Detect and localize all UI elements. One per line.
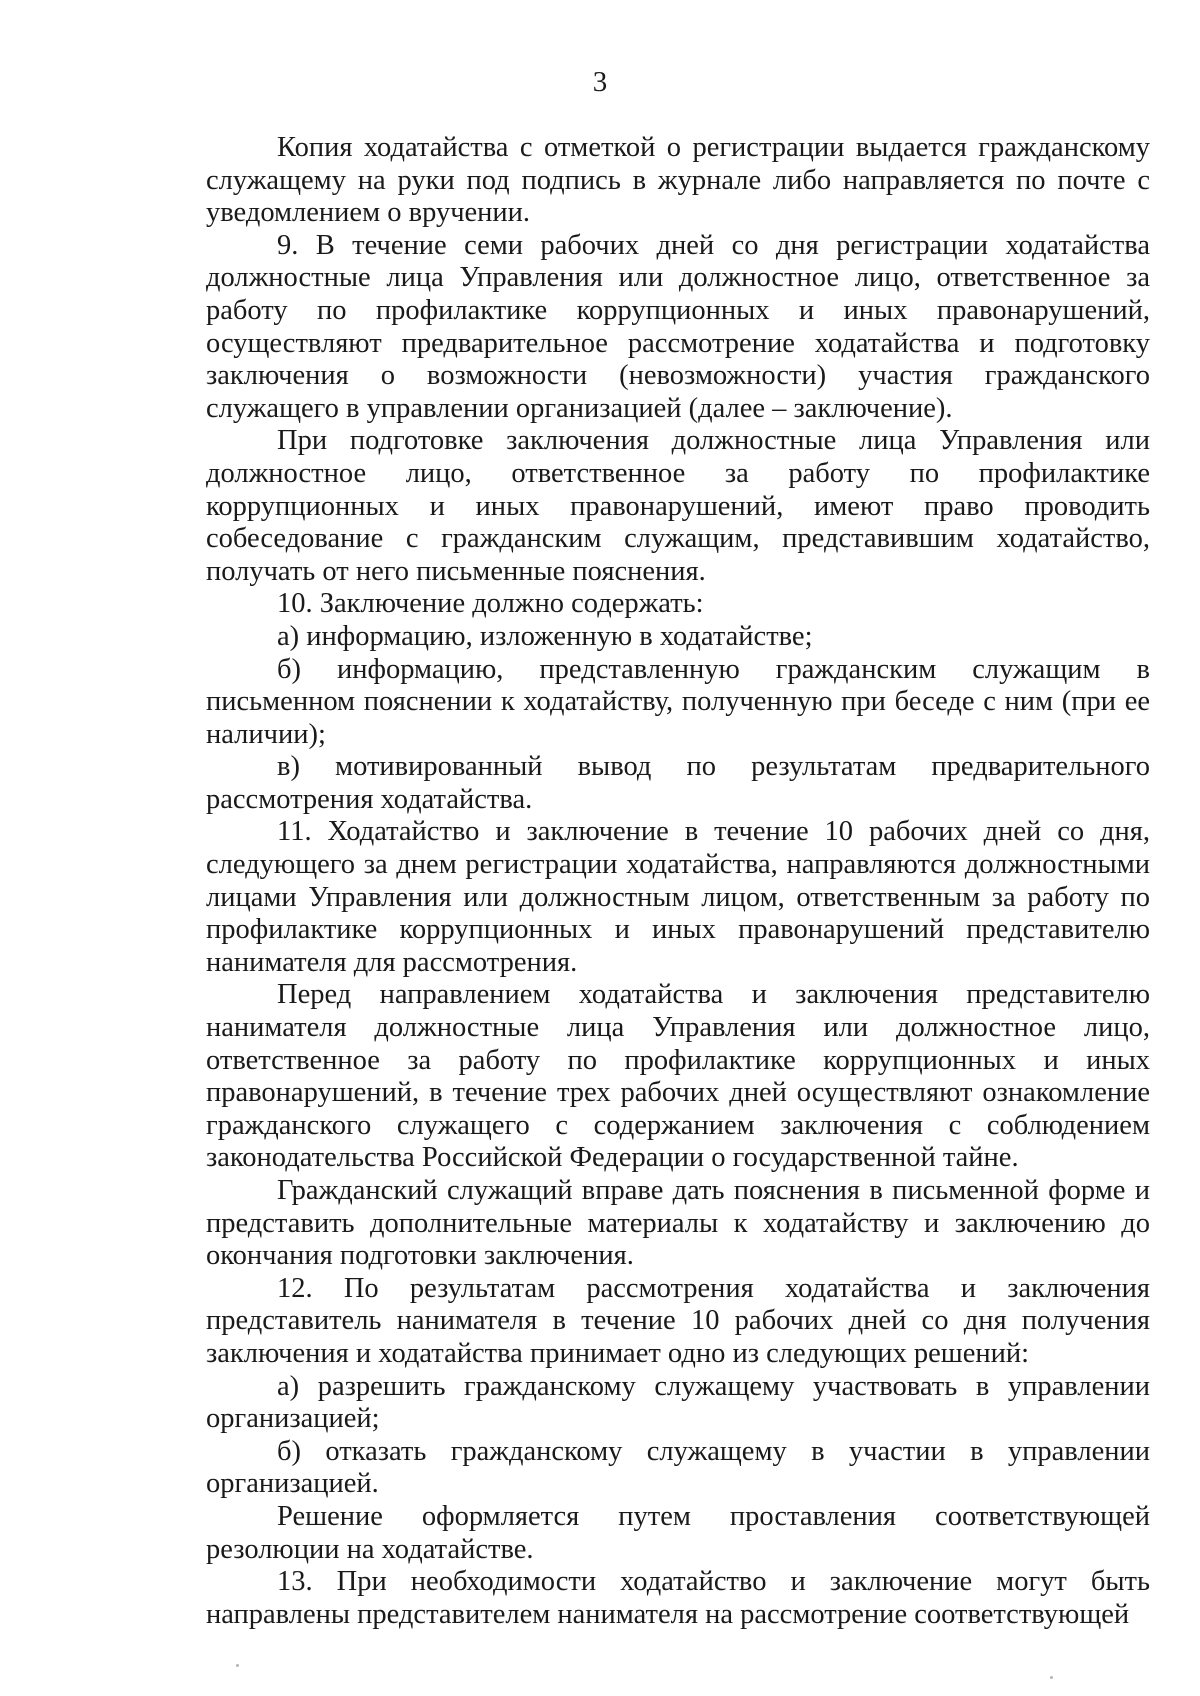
scan-speck — [236, 1664, 239, 1667]
paragraph: Решение оформляется путем проставления соответствующей резолюции на ходатайстве. — [206, 1500, 1150, 1565]
paragraph: При подготовке заключения должностные лица Управления или должностное лицо, ответственное за работу по профилактике коррупционных и иных правонарушений, имеют право проводить собеседование с гражданским служащим, представившим ходатайство, получать от него письменные пояснения. — [206, 425, 1150, 587]
paragraph: 13. При необходимости ходатайство и заключение могут быть направлены представителем нанимателя на рассмотрение соответствующей — [206, 1566, 1150, 1630]
paragraph: 10. Заключение должно содержать: — [277, 588, 704, 620]
paragraph: Гражданский служащий вправе дать пояснения в письменной форме и представить дополнительные материалы к ходатайству и заключению до окончания подготовки заключения. — [206, 1175, 1150, 1272]
paragraph: а) разрешить гражданскому служащему участвовать в управлении организацией; — [206, 1370, 1150, 1435]
paragraph: 12. По результатам рассмотрения ходатайства и заключения представитель нанимателя в течение 10 рабочих дней со дня получения заключения и ходатайства принимает одно из следующих решений: — [206, 1272, 1150, 1369]
paragraph: б) информацию, представленную гражданским служащим в письменном пояснении к ходатайству, полученную при беседе с ним (при ее наличии); — [206, 653, 1150, 750]
paragraph: а) информацию, изложенную в ходатайстве; — [277, 620, 813, 652]
paragraph: в) мотивированный вывод по результатам предварительного рассмотрения ходатайства. — [206, 751, 1150, 815]
paragraph: 9. В течение семи рабочих дней со дня регистрации ходатайства должностные лица Управления или должностное лицо, ответственное за работу по профилактике коррупционных и иных правонарушений, осуществляют предварительное рассмотрение ходатайства и подготовку заключения о возможности (невозможности) участия гражданского служащего в управлении организацией (далее – заключение). — [206, 229, 1150, 424]
paragraph: Перед направлением ходатайства и заключения представителю нанимателя должностные лица Управления или должностное лицо, ответственное за работу по профилактике коррупционных и иных правонарушений, в течение трех рабочих дней осуществляют ознакомление гражданского служащего с содержанием заключения с соблюдением законодательства Российской Федерации о государственной тайне. — [206, 979, 1150, 1174]
document-body — [206, 132, 1150, 1631]
scan-speck — [1050, 1676, 1053, 1679]
paragraph: Копия ходатайства с отметкой о регистрации выдается гражданскому служащему на руки под подпись в журнале либо направляется по почте с уведомлением о вручении. — [206, 132, 1150, 229]
paragraph: б) отказать гражданскому служащему в участии в управлении организацией. — [206, 1435, 1150, 1500]
paragraph: 11. Ходатайство и заключение в течение 10 рабочих дней со дня, следующего за днем регистрации ходатайства, направляются должностными лицами Управления или должностным лицом, ответственным за работу по профилактике коррупционных и иных правонарушений представителю нанимателя для рассмотрения. — [206, 816, 1150, 978]
page-number: 3 — [592, 66, 608, 98]
